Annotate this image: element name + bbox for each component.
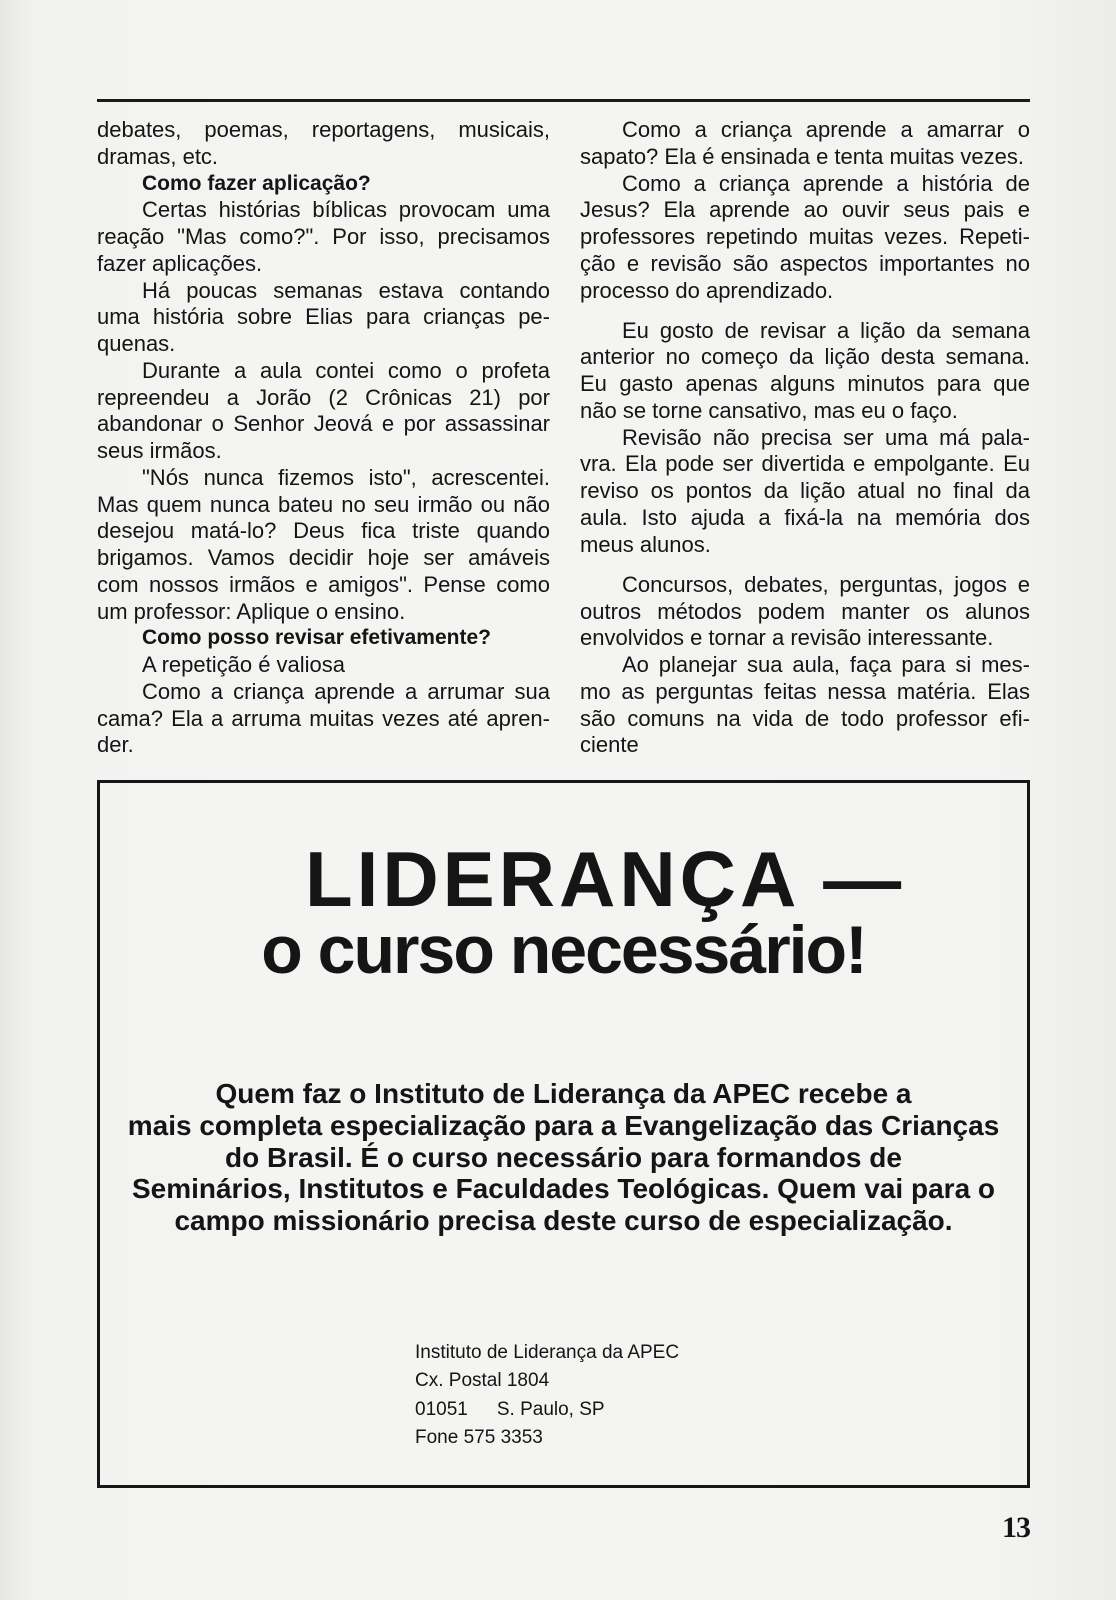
address-postal-code: 01051 xyxy=(415,1398,468,1420)
ad-body-line: Seminários, Institutos e Faculdades Teológicas. Quem vai para o xyxy=(131,1173,996,1205)
subheading-text: Como posso revisar efetivamente? xyxy=(142,626,491,650)
ad-body-line: do Brasil. É o curso necessário para formandos de xyxy=(225,1141,902,1173)
article-paragraph xyxy=(580,171,1030,305)
text-line: quenas. xyxy=(97,331,176,356)
text-line: mo as perguntas feitas nessa matéria. Elas xyxy=(580,678,1030,704)
address-city-line xyxy=(415,1396,679,1424)
ad-headline-title: LIDERANÇA — xyxy=(305,835,906,923)
article-paragraph xyxy=(97,278,550,358)
text-line: Ao planejar sua aula, faça para si mes- xyxy=(622,652,1030,678)
ad-body-text xyxy=(100,1078,1027,1237)
article-paragraph xyxy=(580,572,1030,652)
article-paragraph xyxy=(580,117,1030,171)
article-paragraph xyxy=(97,358,550,465)
text-line: são comuns na vida de todo professor efi- xyxy=(580,705,1030,731)
text-line: der. xyxy=(97,732,134,758)
article-paragraph xyxy=(97,197,550,277)
text-line: professores repetindo muitas vezes. Repeti- xyxy=(580,224,1030,249)
text-line: debates, poemas, reportagens, musicais, xyxy=(97,117,550,142)
text-line: Há poucas semanas estava contando xyxy=(142,277,550,303)
text-line: Revisão não precisa ser uma má pala- xyxy=(622,424,1030,450)
text-line: aula. Isto ajuda a fixá-la na memória dos xyxy=(580,504,1030,530)
address-phone: Fone 575 3353 xyxy=(415,1426,543,1448)
ad-body-line: mais completa especialização para a Evangelização das Crianças xyxy=(127,1109,1000,1141)
text-line: anterior no começo da lição desta semana. xyxy=(580,344,1030,370)
text-line: ciente xyxy=(580,732,639,758)
text-line: outros métodos podem manter os alunos xyxy=(580,598,1030,624)
text-line: abandonar o Senhor Jeová e por assassinar xyxy=(97,411,550,437)
advertisement-box xyxy=(97,780,1030,1488)
text-line: cama? Ela a arruma muitas vezes até apren- xyxy=(97,705,550,731)
text-line: ção e revisão são aspectos importantes no xyxy=(580,250,1030,276)
ad-address xyxy=(415,1339,679,1452)
text-line: dramas, etc. xyxy=(97,143,219,169)
text-line: envolvidos e tornar a revisão interessante. xyxy=(580,625,994,651)
text-line: Certas histórias bíblicas provocam uma xyxy=(142,197,550,223)
text-line: um professor: Aplique o ensino. xyxy=(97,598,406,624)
text-line: brigamos. Vamos decidir hoje ser amáveis xyxy=(97,545,550,570)
text-line: fazer aplicações. xyxy=(97,250,263,276)
text-line: Concursos, debates, perguntas, jogos e xyxy=(622,571,1030,597)
text-line: "Nós nunca fizemos isto", acrescentei. xyxy=(142,464,550,490)
text-line: com nossos irmãos e amigos". Pense como xyxy=(97,571,550,597)
text-line: vra. Ela pode ser divertida e empolgante. Eu xyxy=(580,451,1030,477)
text-line: Eu gasto apenas alguns minutos para que xyxy=(580,371,1030,397)
article-subheading xyxy=(97,171,550,198)
text-line: uma história sobre Elias para crianças pe- xyxy=(97,304,550,330)
article-paragraph xyxy=(97,652,550,679)
article-column-right xyxy=(580,117,1030,759)
text-line: desejou matá-lo? Deus fica triste quando xyxy=(97,518,550,544)
text-line: repreendeu a Jorão (2 Crônicas 21) por xyxy=(97,384,550,410)
text-line: meus alunos. xyxy=(580,531,711,557)
text-line: Como a criança aprende a história de xyxy=(622,170,1030,196)
text-line: Durante a aula contei como o profeta xyxy=(142,357,550,383)
text-line: A repetição é valiosa xyxy=(142,652,346,677)
text-line: Eu gosto de revisar a lição da semana xyxy=(622,317,1030,343)
text-line: Jesus? Ela aprende ao ouvir seus pais e xyxy=(580,197,1030,223)
text-line: Como a criança aprende a amarrar o xyxy=(622,117,1030,142)
text-line: Como a criança aprende a arrumar sua xyxy=(142,678,550,704)
text-line: reação "Mas como?". Por isso, precisamos xyxy=(97,224,550,249)
ad-body-line: Quem faz o Instituto de Liderança da APEC recebe a xyxy=(215,1078,912,1109)
text-line: não se torne cansativo, mas eu o faço. xyxy=(580,397,958,423)
article-paragraph xyxy=(97,679,550,759)
article-subheading xyxy=(97,625,550,652)
ad-headline-subtitle: o curso necessário! xyxy=(261,912,866,988)
article-paragraph xyxy=(580,425,1030,559)
address-postal-box: Cx. Postal 1804 xyxy=(415,1370,550,1392)
address-city: S. Paulo, SP xyxy=(496,1398,605,1420)
text-line: reviso os pontos da lição atual no final da xyxy=(580,478,1030,504)
address-institution: Instituto de Liderança da APEC xyxy=(415,1342,680,1363)
ad-body-line: campo missionário precisa deste curso de especialização. xyxy=(174,1205,953,1236)
text-line: processo do aprendizado. xyxy=(580,277,834,303)
subheading-text: Como fazer aplicação? xyxy=(142,171,371,195)
text-line: sapato? Ela é ensinada e tenta muitas vezes. xyxy=(580,143,1024,169)
header-rule xyxy=(97,99,1030,102)
text-line: seus irmãos. xyxy=(97,438,222,463)
article-paragraph xyxy=(580,652,1030,759)
page-number: 13 xyxy=(1002,1511,1030,1544)
article-paragraph xyxy=(97,117,550,171)
article-column-left xyxy=(97,117,550,759)
text-line: Mas quem nunca bateu no seu irmão ou não xyxy=(97,491,550,517)
article-paragraph xyxy=(97,465,550,626)
article-paragraph xyxy=(580,318,1030,425)
